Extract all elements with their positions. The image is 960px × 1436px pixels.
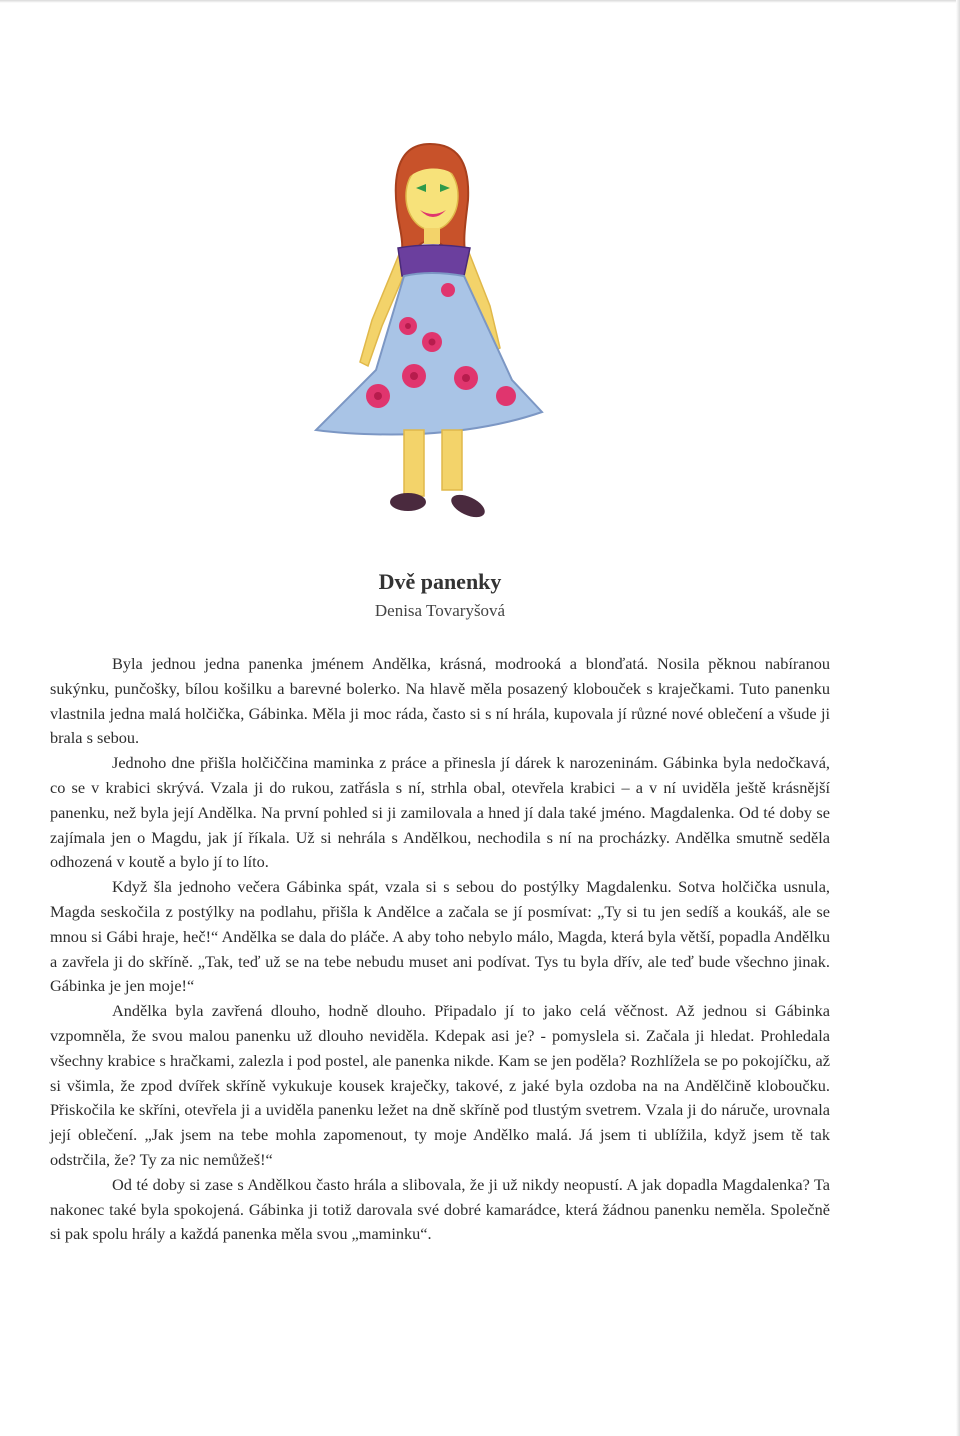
- story-paragraph: Jednoho dne přišla holčiččina maminka z práce a přinesla jí dárek k narozeninám. Gábinka byla nedočkavá, co se v krabici skrývá. Vzala ji do rukou, zatřásla s ní, strhla obal, otevřela krabici – a v ní uviděla ještě krásnější panenku, než byla její Andělka. Na první pohled si ji zamilovala a hned jí dala také jméno. Magdalenka. Od té doby se zajímala jen o Magdu, jak jí říkala. Už si nehrála s Andělkou, nechodila s ní na procházky. Andělka smutně seděla odhozená v koutě a bylo jí to líto.: [50, 753, 830, 872]
- story-text: [50, 652, 830, 1247]
- girl-doll-drawing: [280, 130, 580, 540]
- story-paragraph: Když šla jednoho večera Gábinka spát, vzala si s sebou do postýlky Magdalenku. Sotva holčička usnula, Magda seskočila z postýlky na podlahu, přišla k Andělce a začala se jí posmívat: „Ty si tu jen sedíš a koukáš, ale se mnou si Gábi hraje, heč!“ Andělka se dala do pláče. A aby toho nebylo málo, Magda, která byla větší, popadla Andělku a zavřela ji do skříně. „Tak, teď už se na tebe nebudu muset ani podívat. Tys tu byla dřív, ale teď bude všechno jinak. Gábinka je jen moje!“: [50, 877, 830, 996]
- story-author: Denisa Tovaryšová: [374, 601, 506, 620]
- story-title: Dvě panenky: [378, 569, 502, 594]
- story-paragraph: Byla jednou jedna panenka jménem Andělka, krásná, modrooká a blonďatá. Nosila pěknou nabíranou sukýnku, punčošky, bílou košilku a barevné bolerko. Na hlavě měla posazený klobouček s kraječkami. Tuto panenku vlastnila jedna malá holčička, Gábinka. Měla ji moc ráda, často si s ní hrála, kupovala jí různé nové oblečení a všude ji brala s sebou.: [50, 654, 830, 748]
- page-top-edge: [0, 0, 960, 3]
- right-shoe: [448, 490, 488, 522]
- right-leg: [442, 430, 462, 490]
- story-paragraph: Andělka byla zavřená dlouho, hodně dlouho. Připadalo jí to jako celá věčnost. Až jednou si Gábinka vzpomněla, že svou malou panenku už dlouho neviděla. Kdepak asi je? - pomyslela si. Začala ji hledat. Prohledala všechny krabice s hračkami, zalezla i pod postel, ale panenka nikde. Kam se jen poděla? Rozhlížela se po pokojíčku, až si všimla, že zpod dvířek skříně vykukuje kousek kraječky, takové, z jaké byla ozdoba na na Andělčině kloboučku. Přiskočila ke skříni, otevřela ji a uviděla panenku ležet na dně skříně pod tlustým svetrem. Vzala ji do náruče, urovnala její oblečení. „Jak jsem na tebe mohla zapomenout, ty moje Andělko malá. Já jsem ti ublížila, když jsem tě tak odstrčila, že? Ty za nic nemůžeš!“: [50, 1001, 830, 1169]
- neck: [424, 228, 440, 244]
- page-right-edge: [956, 0, 960, 1436]
- left-leg: [404, 430, 424, 496]
- left-shoe: [390, 493, 426, 511]
- skirt: [316, 273, 542, 435]
- story-paragraph: Od té doby si zase s Andělkou často hrála a slibovala, že ji už nikdy neopustí. A jak dopadla Magdalenka? Ta nakonec také byla spokojená. Gábinka ji totiž darovala své dobré kamarádce, která žádnou panenku neměla. Společně si pak spolu hrály a každá panenka měla svou „maminku“.: [50, 1174, 830, 1244]
- bodice: [398, 245, 470, 276]
